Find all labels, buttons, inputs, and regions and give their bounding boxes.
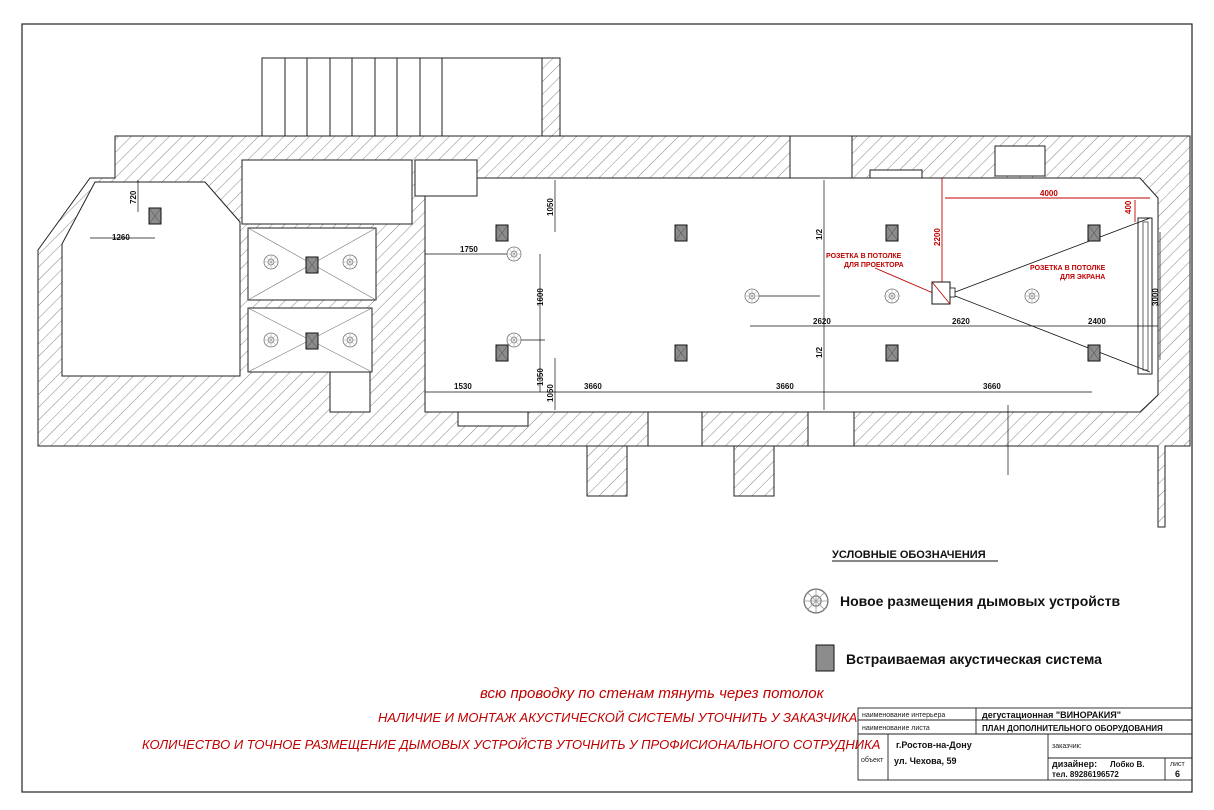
tb-designer-name: Лобко В. — [1110, 760, 1145, 769]
dim-1530: 1530 — [454, 382, 472, 391]
tb-designer-label: дизайнер: — [1052, 759, 1098, 769]
speaker-icon — [675, 225, 687, 241]
speaker-icon — [1088, 345, 1100, 361]
instruction-line3: КОЛИЧЕСТВО И ТОЧНОЕ РАЗМЕЩЕНИЕ ДЫМОВЫХ УСТРОЙСТВ УТОЧНИТЬ У ПРОФИСИОНАЛЬНОГО СОТРУДНИКА — [142, 737, 881, 752]
dim-1750: 1750 — [460, 245, 478, 254]
note-screen-line1: РОЗЕТКА В ПОТОЛКЕ — [1030, 265, 1106, 272]
note-screen-line2: ДЛЯ ЭКРАНА — [1060, 274, 1106, 281]
smoke-detector-icon — [264, 333, 278, 347]
smoke-detector-icon — [507, 247, 521, 261]
tb-object-label: объект — [861, 757, 884, 764]
tb-street: ул. Чехова, 59 — [894, 756, 957, 766]
speaker-icon — [496, 225, 508, 241]
speaker-icon — [149, 208, 161, 224]
dim-2400: 2400 — [1088, 317, 1106, 326]
speaker-icon — [496, 345, 508, 361]
dim-1600: 1600 — [536, 288, 545, 306]
smoke-detector-icon — [343, 333, 357, 347]
walls — [38, 58, 1190, 527]
instructions — [142, 685, 880, 752]
legend-title: УСЛОВНЫЕ ОБОЗНАЧЕНИЯ — [832, 549, 986, 561]
dim-1260: 1260 — [112, 233, 130, 242]
tb-phone: тел. 89286196572 — [1052, 770, 1119, 779]
tb-interior-value: дегустационная "ВИНОРАКИЯ" — [982, 710, 1122, 720]
dim-720: 720 — [129, 190, 138, 204]
tb-customer-label: заказчик: — [1052, 743, 1082, 750]
speaker-icon — [675, 345, 687, 361]
smoke-detector-icon — [507, 333, 521, 347]
smoke-detector-icon — [885, 289, 899, 303]
dim-red-400: 400 — [1124, 200, 1133, 214]
dim-2620-b: 2620 — [952, 317, 970, 326]
speaker-icon — [306, 257, 318, 273]
dim-3660-c: 3660 — [983, 382, 1001, 391]
dim-3660-b: 3660 — [776, 382, 794, 391]
smoke-detector-icon — [264, 255, 278, 269]
legend-smoke-label: Новое размещения дымовых устройств — [840, 593, 1121, 609]
tb-city: г.Ростов-на-Дону — [896, 740, 972, 750]
dim-3000: 3000 — [1151, 288, 1160, 306]
legend-acoustic-label: Встраиваемая акустическая система — [846, 651, 1102, 667]
tb-interior-label: наименование интерьера — [862, 712, 946, 719]
tb-sheet-label: лист — [1170, 761, 1185, 768]
speaker-icon — [1088, 225, 1100, 241]
legend — [804, 549, 1120, 671]
dim-1050-top: 1050 — [546, 198, 555, 216]
tb-sheet-number: 6 — [1175, 769, 1181, 779]
dim-1050-bottom: 1050 — [546, 384, 555, 402]
note-projector-line2: ДЛЯ ПРОЕКТОРА — [844, 262, 904, 269]
smoke-detector-icon — [343, 255, 357, 269]
smoke-detector-icon — [1025, 289, 1039, 303]
dim-1350: 1350 — [536, 368, 545, 386]
speaker-icon — [886, 225, 898, 241]
dim-red-2200: 2200 — [933, 228, 942, 246]
note-projector-line1: РОЗЕТКА В ПОТОЛКЕ — [826, 253, 902, 260]
dim-half-bottom: 1/2 — [815, 346, 824, 358]
speaker-icon — [306, 333, 318, 349]
dim-3660-a: 3660 — [584, 382, 602, 391]
tb-sheet-name-label: наименование листа — [862, 725, 930, 732]
instruction-line1: всю проводку по стенам тянуть через потолок — [480, 685, 824, 702]
dim-2620-a: 2620 — [813, 317, 831, 326]
dim-half-top: 1/2 — [815, 228, 824, 240]
dim-red-4000: 4000 — [1040, 189, 1058, 198]
legend-smoke-icon — [804, 589, 828, 613]
smoke-detector-icon — [745, 289, 759, 303]
legend-speaker-icon — [816, 645, 834, 671]
tb-sheet-name-value: ПЛАН ДОПОЛНИТЕЛЬНОГО ОБОРУДОВАНИЯ — [982, 724, 1163, 733]
instruction-line2: НАЛИЧИЕ И МОНТАЖ АКУСТИЧЕСКОЙ СИСТЕМЫ УТОЧНИТЬ У ЗАКАЗЧИКА — [378, 710, 858, 725]
speaker-icon — [886, 345, 898, 361]
